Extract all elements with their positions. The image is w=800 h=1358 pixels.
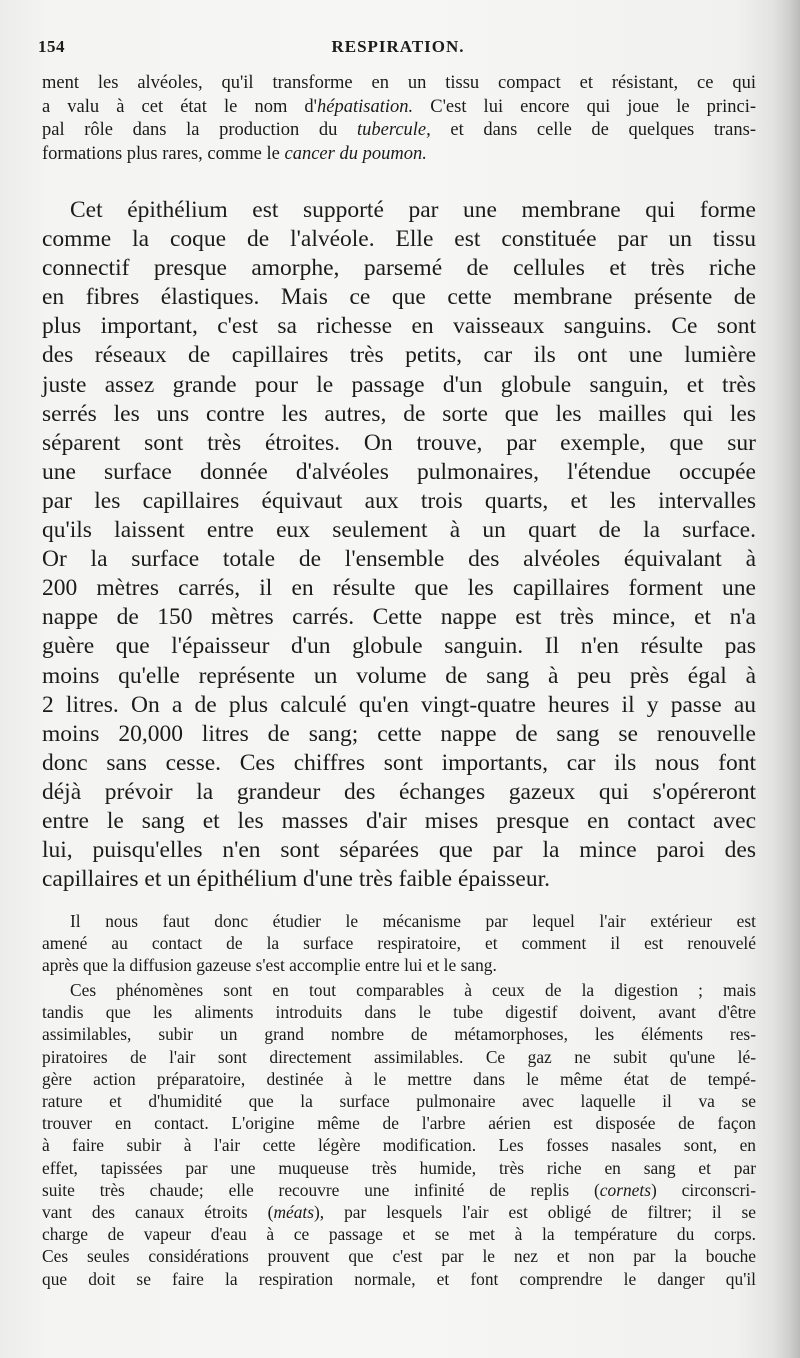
text-line: juste assez grande pour le passage d'un globule sanguin, et très	[42, 371, 756, 398]
text-run: C'est lui encore qui joue le princi-	[413, 96, 756, 117]
term-cancer-du-poumon: cancer du poumon.	[284, 143, 427, 164]
text-line: tandis que les aliments introduits dans le tube digestif doivent, avant d'être	[42, 1002, 756, 1023]
text-run: vant des canaux étroits (	[42, 1202, 274, 1223]
text-line: amené au contact de la surface respiratoire, et comment il est renouvelé	[42, 933, 756, 954]
text-line: nappe de 150 mètres carrés. Cette nappe est très mince, et n'a	[42, 604, 756, 631]
text-line: Il nous faut donc étudier le mécanisme par lequel l'air extérieur est	[70, 911, 756, 931]
text-line: des réseaux de capillaires très petits, car ils ont une lumière	[42, 342, 756, 369]
text-line: guère que l'épaisseur d'un globule sanguin. Il n'en résulte pas	[42, 633, 756, 660]
text-line: moins qu'elle représente un volume de sang à peu près égal à	[42, 662, 756, 689]
text-line	[42, 1201, 756, 1223]
text-line: moins 20,000 litres de sang; cette nappe de sang se renouvelle	[42, 720, 756, 747]
text-line: assimilables, subir un grand nombre de métamorphoses, les éléments res-	[42, 1024, 756, 1045]
text-line: séparent sont très étroites. On trouve, par exemple, que sur	[42, 429, 756, 456]
text-line: Ces seules considérations prouvent que c'est par le nez et non par la bouche	[42, 1246, 756, 1267]
text-line: effet, tapissées par une muqueuse très humide, très riche en sang et par	[42, 1157, 756, 1178]
text-line: Cet épithélium est supporté par une membrane qui forme	[70, 197, 756, 223]
page-header	[38, 37, 758, 63]
text-line: en fibres élastiques. Mais ce que cette membrane présente de	[42, 284, 756, 311]
text-line: 2 litres. On a de plus calculé qu'en vingt-quatre heures il y passe au	[42, 691, 756, 718]
text-line: rature et d'humidité que la surface pulmonaire avec laquelle il va se	[42, 1091, 756, 1112]
text-line: donc sans cesse. Ces chiffres sont importants, car ils nous font	[42, 749, 756, 776]
text-line: serrés les uns contre les autres, de sorte que les mailles qui les	[42, 400, 756, 427]
text-line: charge de vapeur d'eau à ce passage et se met à la température du corps.	[42, 1224, 756, 1245]
text-line: qu'ils laissent entre eux seulement à un quart de la surface.	[42, 517, 756, 544]
term-meats: méats	[273, 1202, 315, 1223]
paragraph-continued	[42, 72, 756, 166]
text-run: et dans celle de quelques trans-	[430, 120, 756, 141]
text-line	[42, 1179, 756, 1201]
scan-shadow-edge	[772, 0, 800, 1358]
text-line: trouver en contact. L'origine même de l'arbre aérien est disposée de façon	[42, 1113, 756, 1134]
text-run: ) circonscri-	[651, 1179, 756, 1200]
text-line	[42, 96, 756, 120]
term-tubercule: tubercule,	[356, 120, 431, 141]
running-title: RESPIRATION.	[331, 37, 465, 56]
text-line	[42, 143, 756, 167]
text-line: par les capillaires équivaut aux trois quarts, et les intervalles	[42, 487, 756, 514]
text-line: Ces phénomènes sont en tout comparables à ceux de la digestion ; mais	[70, 980, 756, 1000]
text-line: gère action préparatoire, destinée à le mettre dans le même état de tempé-	[42, 1068, 756, 1089]
text-line: à faire subir à l'air cette légère modification. Les fosses nasales sont, en	[42, 1135, 756, 1156]
text-line: Or la surface totale de l'ensemble des alvéoles équivalant à	[42, 546, 756, 573]
text-line: déjà prévoir la grandeur des échanges gazeux qui s'opéreront	[42, 778, 756, 805]
term-cornets: cornets	[599, 1179, 651, 1200]
text-line: une surface donnée d'alvéoles pulmonaires, l'étendue occupée	[42, 458, 756, 485]
text-run: a valu à cet état le nom d'	[42, 96, 318, 117]
text-run: formations plus rares, comme le	[42, 143, 285, 164]
paragraph-large-print	[42, 196, 756, 894]
text-run: suite très chaude; elle recouvre une infinité de replis (	[42, 1179, 600, 1200]
text-line: après que la diffusion gazeuse s'est accomplie entre lui et le sang.	[42, 955, 497, 976]
text-line: entre le sang et les masses d'air mises presque en contact avec	[42, 807, 756, 834]
text-line: ment les alvéoles, qu'il transforme en un tissu compact et résistant, ce qui	[42, 73, 756, 93]
text-line: capillaires et un épithélium d'une très faible épaisseur.	[42, 866, 551, 893]
text-line	[42, 119, 756, 143]
paragraph-small-print-2	[42, 979, 756, 1290]
text-line: plus important, c'est sa richesse en vaisseaux sanguins. Ce sont	[42, 313, 756, 340]
text-line: piratoires de l'air sont directement assimilables. Ce gaz ne subit qu'une lé-	[42, 1046, 756, 1067]
text-line: lui, puisqu'elles n'en sont séparées que par la mince paroi des	[42, 837, 756, 864]
text-run: ), par lesquels l'air est obligé de filtrer; il se	[314, 1202, 757, 1223]
text-run: pal rôle dans la production du	[42, 120, 357, 141]
term-hepatisation: hépatisation.	[317, 96, 414, 117]
page-number: 154	[38, 37, 65, 56]
text-line: que doit se faire la respiration normale, et font comprendre le danger qu'il	[42, 1268, 756, 1289]
text-line: connectif presque amorphe, parsemé de cellules et très riche	[42, 255, 756, 282]
text-line: comme la coque de l'alvéole. Elle est constituée par un tissu	[42, 226, 756, 253]
text-line: 200 mètres carrés, il en résulte que les capillaires forment une	[42, 575, 756, 602]
paragraph-small-print-1	[42, 910, 756, 977]
